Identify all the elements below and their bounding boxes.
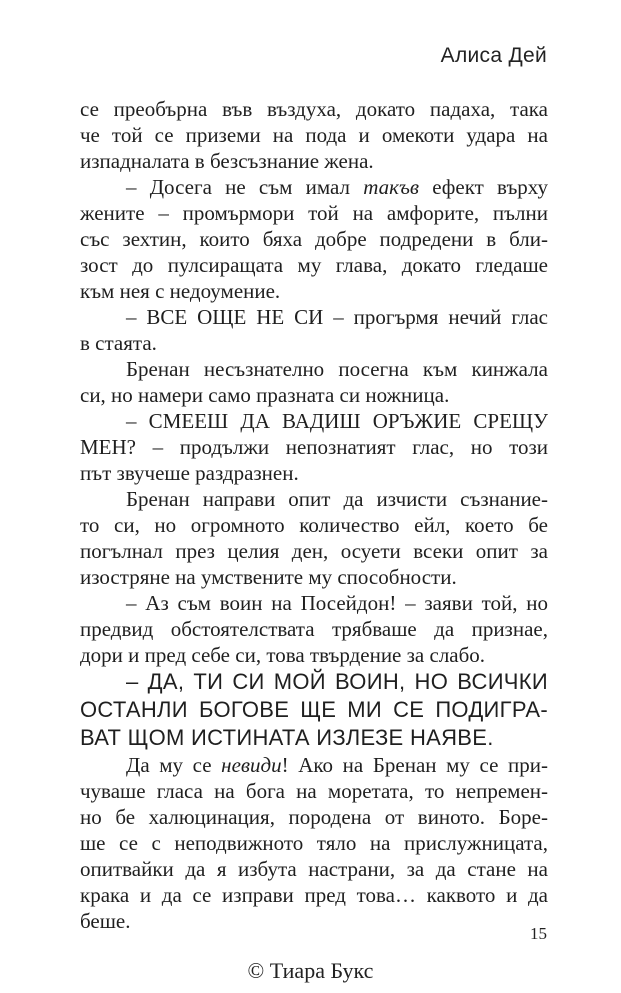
text-line: ОСТАНЛИ БОГОВЕ ЩЕ МИ СЕ ПОДИГРА-	[80, 697, 548, 722]
emphasis-text: такъв	[363, 175, 419, 199]
text-line: но бе халюцинация, породена от виното. Боре-	[80, 805, 548, 829]
text-line: че той се приземи на пода и омекоти удара на	[80, 123, 548, 147]
text-segment: Да му се	[126, 753, 222, 777]
text-line	[80, 752, 548, 778]
text-line: път звучеше раздразнен.	[80, 461, 299, 485]
text-line: в стаята.	[80, 331, 157, 355]
emphasis-text: невиди	[221, 753, 282, 777]
text-line: то си, но огромното количество ейл, което бе	[80, 513, 548, 537]
text-line: – ДА, ТИ СИ МОЙ ВОИН, НО ВСИЧКИ	[126, 669, 548, 694]
text-line: Бренан направи опит да изчисти съзнание-	[126, 487, 548, 511]
text-line: ВАТ ЩОМ ИСТИНАТА ИЗЛЕЗЕ НАЯВЕ.	[80, 725, 494, 750]
text-line: изостряне на умствените му способности.	[80, 565, 457, 589]
text-line: изпадналата в безсъзнание жена.	[80, 149, 374, 173]
page-number: 15	[530, 924, 547, 943]
text-line: се преобърна във въздуха, докато падаха, така	[80, 97, 548, 121]
text-line: към нея с недоумение.	[80, 279, 281, 303]
text-line: – Аз съм воин на Посейдон! – заяви той, но	[126, 591, 548, 615]
running-head: Алиса Дей	[440, 44, 547, 67]
text-line: ше се с неподвижното тяло на прислужницата,	[80, 831, 548, 855]
text-line: си, но намери само празната си ножница.	[80, 383, 450, 407]
text-line: – ВСЕ ОЩЕ НЕ СИ – прогърмя нечий глас	[126, 305, 548, 329]
text-line: предвид обстоятелствата трябваше да признае,	[80, 617, 548, 641]
text-line: жените – промърмори той на амфорите, пълни	[80, 201, 548, 225]
text-line: – СМЕЕШ ДА ВАДИШ ОРЪЖИЕ СРЕЩУ	[126, 409, 548, 433]
text-line: опитвайки да я избута настрани, за да стане на	[80, 857, 548, 881]
text-line: дори и пред себе си, това твърдение за слабо.	[80, 643, 486, 667]
text-line: зост до пулсиращата му глава, докато гледаше	[80, 253, 548, 277]
text-line: МЕН? – продължи непознатият глас, но този	[80, 435, 548, 459]
text-line: крака и да се изправи пред това… каквото и да	[80, 883, 548, 907]
text-segment: ефект върху	[418, 175, 548, 199]
text-line: Бренан несъзнателно посегна към кинжала	[126, 357, 548, 381]
text-line: със зехтин, които бяха добре подредени в бли-	[80, 227, 548, 251]
body-text	[80, 96, 548, 934]
text-segment: ! Ако на Бренан му се при-	[281, 753, 548, 777]
text-line: чуваше гласа на бога на моретата, то непремен-	[80, 779, 548, 803]
text-line	[80, 174, 548, 200]
text-line: погълнал през целия ден, осуети всеки опит за	[80, 539, 548, 563]
text-line: беше.	[80, 909, 131, 933]
copyright-footer: © Тиара Букс	[247, 958, 374, 983]
text-segment: – Досега не съм имал	[126, 175, 364, 199]
